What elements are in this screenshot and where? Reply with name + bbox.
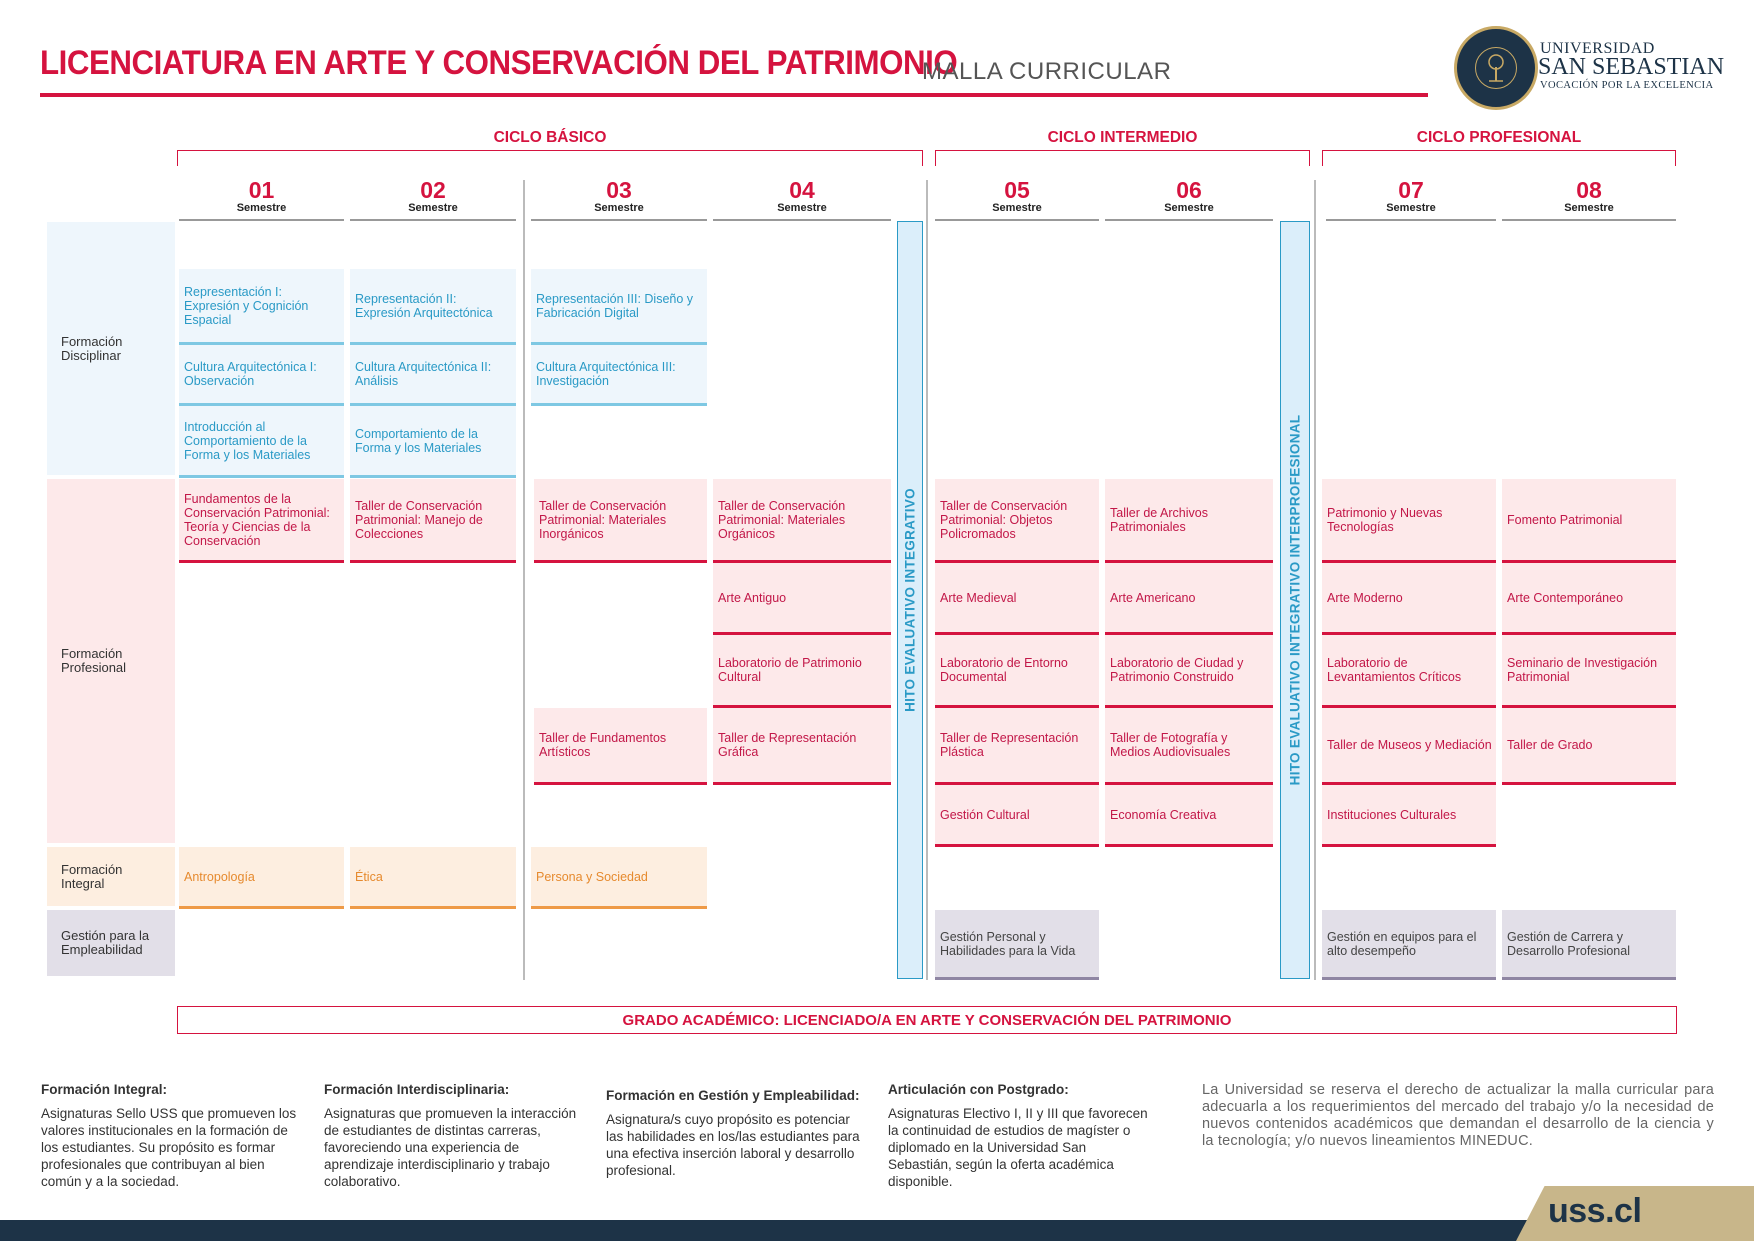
university-seal-icon <box>1454 26 1538 110</box>
course-cell <box>1105 635 1273 708</box>
course-name: Laboratorio de Ciudad y Patrimonio Construido <box>1110 656 1244 684</box>
course-name: Gestión Personal y Habilidades para la Vida <box>940 929 1076 958</box>
area-integral <box>47 847 175 906</box>
course-name: Arte Contemporáneo <box>1507 590 1624 605</box>
course-name: Arte Americano <box>1110 590 1196 605</box>
course-name: Taller de Conservación Patrimonial: Objetos Policromados <box>940 498 1068 541</box>
course-name: Ética <box>355 869 383 884</box>
course-cell <box>935 785 1099 847</box>
semester-number: 07 <box>1398 177 1424 203</box>
logo-universidad: UNIVERSIDAD <box>1540 40 1655 57</box>
course-cell <box>531 345 707 406</box>
course-name: Comportamiento de la Forma y los Materiales <box>355 426 482 455</box>
course-cell <box>350 847 516 909</box>
semester-label: Semestre <box>1164 202 1214 214</box>
cycle-divider <box>1314 180 1316 980</box>
disclaimer-text: La Universidad se reserva el derecho de actualizar la malla curricular para adecuarla a los requerimientos del mercado del trabajo y/o la necesidad de nuevos contenidos académicos que demandan el desarrollo de la ciencia y la tecnología; y/o nuevos lineamientos MINEDUC. <box>1202 1082 1714 1149</box>
course-name: Taller de Conservación Patrimonial: Manejo de Colecciones <box>355 498 483 541</box>
course-cell <box>179 406 344 478</box>
semester-header <box>1502 178 1676 221</box>
course-cell <box>935 635 1099 708</box>
footer-bar <box>0 1220 1754 1241</box>
area-empleabilidad <box>47 910 175 976</box>
course-name: Taller de Archivos Patrimoniales <box>1110 505 1208 534</box>
course-cell <box>1105 479 1273 563</box>
course-cell <box>713 479 891 563</box>
course-name: Taller de Grado <box>1507 738 1593 752</box>
course-name: Representación II: Expresión Arquitectónica <box>355 291 493 320</box>
cycle-intermedio-label: CICLO INTERMEDIO <box>1047 129 1198 146</box>
note-text: Asignatura/s cuyo propósito es potenciar las habilidades en los/las estudiantes para una efectiva inserción laboral y desarrollo profesional. <box>606 1112 860 1178</box>
cycle-intermedio-bracket <box>935 150 1310 166</box>
course-cell <box>1502 635 1676 708</box>
course-name: Antropología <box>184 869 255 884</box>
course-cell <box>1105 785 1273 847</box>
course-name: Instituciones Culturales <box>1327 807 1457 822</box>
course-cell <box>350 479 516 563</box>
course-name: Arte Antiguo <box>718 590 787 605</box>
course-cell <box>179 269 344 345</box>
course-cell <box>1105 708 1273 785</box>
course-name: Representación I: Expresión y Cognición Espacial <box>184 284 309 327</box>
course-name: Laboratorio de Patrimonio Cultural <box>718 656 862 684</box>
course-cell <box>713 708 891 785</box>
course-name: Arte Medieval <box>940 590 1017 605</box>
course-cell <box>1322 635 1496 708</box>
course-name: Fundamentos de la Conservación Patrimonial: Teoría y Ciencias de la Conservación <box>184 491 330 548</box>
course-cell <box>1502 910 1676 980</box>
semester-label: Semestre <box>236 202 287 214</box>
course-cell <box>935 563 1099 635</box>
course-name: Taller de Fundamentos Artísticos <box>539 731 667 759</box>
course-cell <box>1502 479 1676 563</box>
semester-divider <box>523 180 525 980</box>
course-cell <box>935 910 1099 980</box>
course-cell <box>534 708 707 785</box>
semester-label: Semestre <box>408 202 458 214</box>
cycle-basico-bracket <box>177 150 923 166</box>
note-text: Asignaturas Sello USS que promueven los valores institucionales en la formación de los estudiantes. Su propósito es formar profesionales que contribuyan al bien común y a la sociedad. <box>41 1106 297 1189</box>
course-name: Gestión Cultural <box>940 807 1030 822</box>
hito-label: HITO EVALUATIVO INTEGRATIVO <box>902 488 918 712</box>
cycle-divider <box>926 180 928 980</box>
semester-number: 06 <box>1176 177 1202 203</box>
area-label: Formación Disciplinar <box>61 333 123 363</box>
course-name: Patrimonio y Nuevas Tecnologías <box>1327 505 1443 534</box>
semester-label: Semestre <box>1386 202 1436 214</box>
course-cell <box>1322 785 1496 847</box>
note-heading: Formación en Gestión y Empleabilidad: <box>606 1088 860 1103</box>
hito-interprofesional <box>1280 221 1310 979</box>
cycle-profesional-label: CICLO PROFESIONAL <box>1416 129 1582 146</box>
semester-header <box>1105 178 1273 221</box>
semester-number: 03 <box>606 177 632 203</box>
course-cell <box>1502 563 1676 635</box>
course-name: Cultura Arquitectónica II: Análisis <box>355 360 492 388</box>
cycle-profesional-bracket <box>1322 150 1676 166</box>
semester-header <box>179 178 344 221</box>
note-heading: Formación Interdisciplinaria: <box>324 1082 510 1097</box>
note-text: Asignaturas Electivo I, II y III que favorecen la continuidad de estudios de magíster o diplomado en la Universidad San Sebastián, según la oferta académica disponible. <box>888 1106 1148 1189</box>
course-name: Taller de Fotografía y Medios Audiovisuales <box>1110 731 1231 759</box>
course-cell <box>1105 563 1273 635</box>
semester-label: Semestre <box>777 202 827 214</box>
semester-number: 01 <box>248 177 275 203</box>
course-name: Taller de Conservación Patrimonial: Materiales Inorgánicos <box>539 498 667 541</box>
course-cell <box>531 847 707 909</box>
course-name: Introducción al Comportamiento de la Forma y los Materiales <box>184 419 311 462</box>
logo-san-sebastian: SAN SEBASTIAN <box>1538 54 1725 80</box>
course-name: Laboratorio de Levantamientos Críticos <box>1327 656 1462 684</box>
semester-header <box>713 178 891 221</box>
tree-icon <box>1485 53 1507 83</box>
course-name: Cultura Arquitectónica I: Observación <box>184 360 317 388</box>
course-name: Seminario de Investigación Patrimonial <box>1507 656 1658 684</box>
course-name: Gestión de Carrera y Desarrollo Profesional <box>1507 929 1630 958</box>
course-cell <box>713 563 891 635</box>
course-name: Taller de Conservación Patrimonial: Materiales Orgánicos <box>718 498 846 541</box>
note-heading: Articulación con Postgrado: <box>888 1082 1069 1097</box>
course-name: Laboratorio de Entorno Documental <box>940 656 1068 684</box>
course-name: Cultura Arquitectónica III: Investigación <box>536 360 676 388</box>
logo-tagline: VOCACIÓN POR LA EXCELENCIA <box>1540 80 1714 91</box>
course-cell <box>1322 910 1496 980</box>
semester-label: Semestre <box>1564 202 1614 214</box>
course-name: Arte Moderno <box>1327 590 1403 605</box>
course-cell <box>1322 563 1496 635</box>
course-name: Economía Creativa <box>1110 807 1217 822</box>
course-name: Taller de Museos y Mediación <box>1327 738 1492 752</box>
course-cell <box>1502 708 1676 785</box>
course-name: Taller de Representación Gráfica <box>718 731 857 759</box>
course-cell <box>1322 479 1496 563</box>
course-cell <box>935 479 1099 563</box>
website-link[interactable]: uss.cl <box>1548 1192 1642 1230</box>
area-label: Formación Profesional <box>61 646 127 675</box>
area-profesional <box>47 479 175 843</box>
semester-label: Semestre <box>992 202 1042 214</box>
area-label: Formación Integral <box>61 861 123 891</box>
semester-number: 02 <box>420 177 446 203</box>
note-text: Asignaturas que promueven la interacción de estudiantes de distintas carreras, favoreciendo una experiencia de aprendizaje interdisciplinario y trabajo colaborativo. <box>324 1106 577 1189</box>
course-name: Representación III: Diseño y Fabricación Digital <box>536 291 694 320</box>
semester-header <box>1326 178 1496 221</box>
course-cell <box>179 345 344 406</box>
semester-number: 04 <box>789 177 815 203</box>
hito-label: HITO EVALUATIVO INTEGRATIVO INTERPROFESIONAL <box>1287 414 1303 786</box>
course-name: Taller de Representación Plástica <box>940 731 1079 759</box>
course-cell <box>935 708 1099 785</box>
cycle-basico-label: CICLO BÁSICO <box>493 129 607 146</box>
program-title: LICENCIATURA EN ARTE Y CONSERVACIÓN DEL PATRIMONIO <box>40 44 958 82</box>
course-cell <box>179 847 344 909</box>
area-label: Gestión para la Empleabilidad <box>61 928 150 957</box>
title-underline <box>40 93 1428 97</box>
grado-academico-banner: GRADO ACADÉMICO: LICENCIADO/A EN ARTE Y CONSERVACIÓN DEL PATRIMONIO <box>177 1006 1677 1034</box>
semester-number: 08 <box>1576 177 1602 203</box>
hito-integrativo <box>897 221 923 979</box>
semester-header <box>350 178 516 221</box>
course-cell <box>713 635 891 708</box>
page-subtitle: MALLA CURRICULAR <box>922 58 1172 85</box>
course-cell <box>534 479 707 563</box>
course-cell <box>350 406 516 478</box>
course-cell <box>350 345 516 406</box>
course-name: Fomento Patrimonial <box>1507 512 1623 527</box>
area-disciplinar <box>47 222 175 475</box>
note-heading: Formación Integral: <box>41 1082 168 1097</box>
course-name: Gestión en equipos para el alto desempeño <box>1327 929 1477 958</box>
semester-header <box>935 178 1099 221</box>
course-cell <box>350 269 516 345</box>
semester-header <box>531 178 707 221</box>
course-name: Persona y Sociedad <box>536 869 648 884</box>
semester-label: Semestre <box>594 202 644 214</box>
semester-number: 05 <box>1004 177 1030 203</box>
course-cell <box>1322 708 1496 785</box>
course-cell <box>531 269 707 345</box>
course-cell <box>179 479 344 563</box>
